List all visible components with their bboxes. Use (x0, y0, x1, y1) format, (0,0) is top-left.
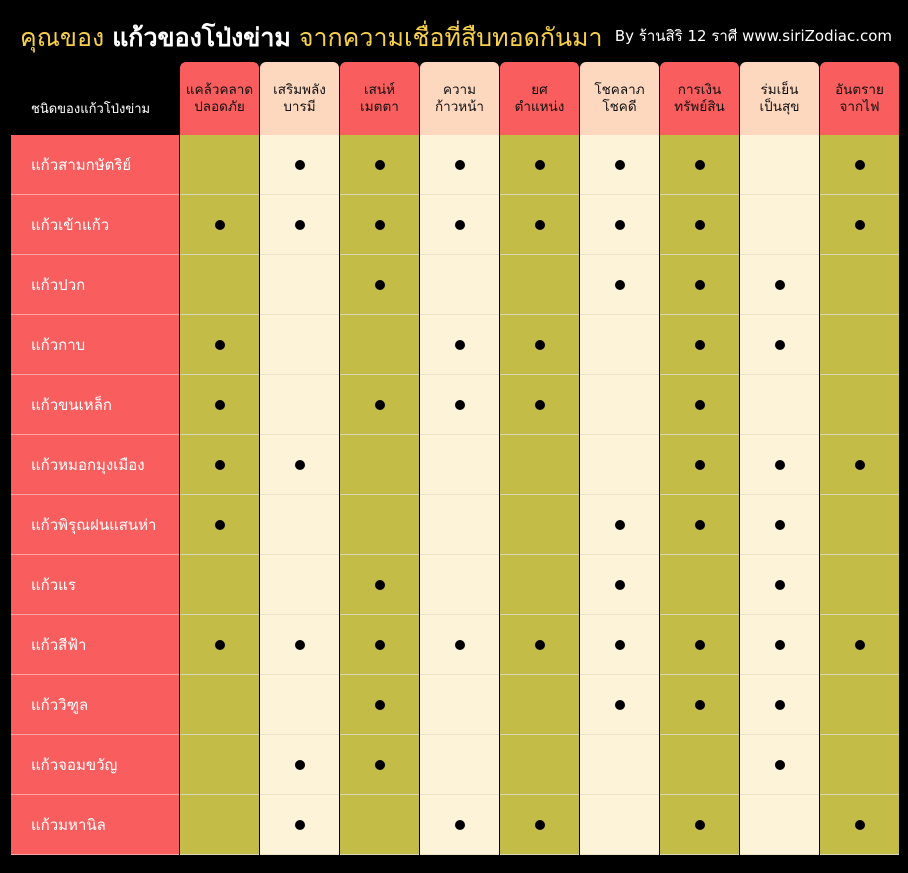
table-cell (820, 615, 899, 675)
dot-icon (775, 340, 785, 350)
table-cell (340, 315, 419, 375)
dot-icon (375, 700, 385, 710)
table-cell (820, 435, 899, 495)
dot-icon (775, 700, 785, 710)
column-header: ยศ ตำแหน่ง (500, 62, 579, 135)
dot-icon (695, 340, 705, 350)
table-cell (260, 795, 339, 855)
table-cell (420, 375, 499, 435)
table-cell (740, 495, 819, 555)
table-cell (740, 615, 819, 675)
table-cell (340, 495, 419, 555)
dot-icon (855, 220, 865, 230)
dot-icon (375, 160, 385, 170)
column-header: ร่มเย็น เป็นสุข (740, 62, 819, 135)
table-cell (660, 255, 739, 315)
table-cell (500, 555, 579, 615)
table-cell (340, 675, 419, 735)
dot-icon (855, 820, 865, 830)
table-cell (500, 795, 579, 855)
table-cell (180, 255, 259, 315)
table-cell (260, 375, 339, 435)
dot-icon (455, 640, 465, 650)
table-cell (180, 795, 259, 855)
dot-icon (295, 760, 305, 770)
table-cell (820, 375, 899, 435)
table-cell (420, 735, 499, 795)
page-title (20, 18, 603, 58)
table-cell (660, 555, 739, 615)
dot-icon (535, 640, 545, 650)
dot-icon (615, 520, 625, 530)
table-cell (180, 315, 259, 375)
dot-icon (375, 400, 385, 410)
table-cell (660, 735, 739, 795)
table-cell (340, 195, 419, 255)
title-part-1: คุณของ (20, 23, 105, 52)
table-cell (500, 315, 579, 375)
table-cell (420, 315, 499, 375)
table-cell (580, 735, 659, 795)
dot-icon (855, 160, 865, 170)
table-cell (260, 255, 339, 315)
dot-icon (615, 280, 625, 290)
table-cell (340, 135, 419, 195)
column-header: โชคลาภ โชคดี (580, 62, 659, 135)
table-cell (820, 795, 899, 855)
row-header: แก้วพิรุณฝนแสนห่า (11, 495, 179, 555)
table-cell (580, 555, 659, 615)
row-header: แก้วขนเหล็ก (11, 375, 179, 435)
dot-icon (215, 340, 225, 350)
table-cell (580, 615, 659, 675)
table-cell (740, 675, 819, 735)
credit-text: By ร้านสิริ 12 ราศี www.siriZodiac.com (614, 27, 892, 45)
dot-icon (775, 760, 785, 770)
column-header: การเงิน ทรัพย์สิน (660, 62, 739, 135)
table-cell (420, 255, 499, 315)
dot-icon (455, 160, 465, 170)
table-cell (660, 675, 739, 735)
table-cell (340, 375, 419, 435)
table-cell (260, 135, 339, 195)
dot-icon (775, 280, 785, 290)
table-cell (580, 675, 659, 735)
dot-icon (775, 580, 785, 590)
dot-icon (295, 640, 305, 650)
table-cell (340, 795, 419, 855)
table-cell (420, 675, 499, 735)
row-header: แก้วเข้าแก้ว (11, 195, 179, 255)
table-cell (340, 615, 419, 675)
table-cell (260, 315, 339, 375)
dot-icon (455, 340, 465, 350)
table-cell (340, 435, 419, 495)
title-part-2: แก้วของโป่งข่าม (112, 23, 291, 52)
table-cell (500, 675, 579, 735)
dot-icon (855, 640, 865, 650)
table-cell (660, 135, 739, 195)
dot-icon (375, 760, 385, 770)
table-cell (580, 135, 659, 195)
dot-icon (615, 160, 625, 170)
table-cell (260, 435, 339, 495)
dot-icon (375, 580, 385, 590)
table-cell (740, 135, 819, 195)
dot-icon (535, 340, 545, 350)
table-cell (340, 255, 419, 315)
table-cell (180, 555, 259, 615)
dot-icon (695, 460, 705, 470)
table-cell (260, 555, 339, 615)
table-cell (260, 615, 339, 675)
table-cell (660, 615, 739, 675)
table-cell (180, 195, 259, 255)
table-cell (180, 135, 259, 195)
table-cell (820, 495, 899, 555)
row-header: แก้วมหานิล (11, 795, 179, 855)
table-cell (820, 735, 899, 795)
column-header: อันตราย จากไฟ (820, 62, 899, 135)
dot-icon (615, 700, 625, 710)
dot-icon (375, 220, 385, 230)
table-cell (420, 135, 499, 195)
dot-icon (615, 580, 625, 590)
table-cell (180, 375, 259, 435)
column-header: เสริมพลัง บารมี (260, 62, 339, 135)
dot-icon (695, 700, 705, 710)
dot-icon (695, 640, 705, 650)
property-table (11, 62, 899, 855)
table-cell (500, 135, 579, 195)
table-cell (740, 195, 819, 255)
table-cell (260, 495, 339, 555)
column-header: แคล้วคลาด ปลอดภัย (180, 62, 259, 135)
table-cell (660, 315, 739, 375)
table-cell (500, 255, 579, 315)
row-header: แก้วหมอกมุงเมือง (11, 435, 179, 495)
table-cell (260, 195, 339, 255)
table-cell (740, 255, 819, 315)
table-cell (260, 675, 339, 735)
dot-icon (375, 280, 385, 290)
dot-icon (215, 400, 225, 410)
table-cell (580, 495, 659, 555)
table-cell (820, 555, 899, 615)
table-cell (420, 195, 499, 255)
table-cell (660, 375, 739, 435)
table-cell (340, 555, 419, 615)
row-header: แก้วแร (11, 555, 179, 615)
table-cell (420, 435, 499, 495)
table-cell (580, 195, 659, 255)
table-cell (420, 555, 499, 615)
table-cell (180, 735, 259, 795)
dot-icon (215, 520, 225, 530)
table-cell (660, 435, 739, 495)
table-cell (820, 255, 899, 315)
table-cell (180, 435, 259, 495)
table-cell (660, 795, 739, 855)
table-cell (740, 435, 819, 495)
dot-icon (695, 520, 705, 530)
table-cell (580, 315, 659, 375)
dot-icon (215, 640, 225, 650)
dot-icon (695, 280, 705, 290)
table-cell (180, 495, 259, 555)
table-cell (660, 495, 739, 555)
row-header: แก้วจอมขวัญ (11, 735, 179, 795)
table-cell (180, 675, 259, 735)
dot-icon (695, 160, 705, 170)
table-cell (580, 375, 659, 435)
table-cell (420, 795, 499, 855)
table-cell (740, 555, 819, 615)
row-header: แก้ววิฑูล (11, 675, 179, 735)
dot-icon (295, 220, 305, 230)
table-cell (180, 615, 259, 675)
row-header: แก้วสีฟ้า (11, 615, 179, 675)
dot-icon (695, 400, 705, 410)
dot-icon (775, 460, 785, 470)
table-cell (740, 315, 819, 375)
dot-icon (295, 820, 305, 830)
row-header: แก้วสามกษัตริย์ (11, 135, 179, 195)
dot-icon (295, 160, 305, 170)
table-cell (500, 615, 579, 675)
dot-icon (695, 220, 705, 230)
dot-icon (615, 220, 625, 230)
table-cell (740, 375, 819, 435)
dot-icon (695, 820, 705, 830)
dot-icon (615, 640, 625, 650)
row-header: แก้วปวก (11, 255, 179, 315)
dot-icon (775, 640, 785, 650)
table-cell (580, 795, 659, 855)
column-header: เสน่ห์ เมตตา (340, 62, 419, 135)
dot-icon (775, 520, 785, 530)
dot-icon (535, 820, 545, 830)
table-cell (580, 255, 659, 315)
table-cell (500, 495, 579, 555)
dot-icon (535, 220, 545, 230)
corner-label: ชนิดของแก้วโป่งข่าม (31, 102, 151, 117)
dot-icon (455, 400, 465, 410)
table-cell (580, 435, 659, 495)
table-cell (500, 195, 579, 255)
dot-icon (855, 460, 865, 470)
table-cell (420, 615, 499, 675)
title-part-3: จากความเชื่อที่สืบทอดกันมา (298, 23, 603, 52)
dot-icon (215, 220, 225, 230)
table-cell (500, 375, 579, 435)
table-cell (660, 195, 739, 255)
dot-icon (375, 640, 385, 650)
table-cell (500, 435, 579, 495)
table-cell (820, 675, 899, 735)
dot-icon (535, 400, 545, 410)
table-cell (260, 735, 339, 795)
table-cell (820, 135, 899, 195)
column-header: ความ ก้าวหน้า (420, 62, 499, 135)
dot-icon (455, 820, 465, 830)
table-cell (420, 495, 499, 555)
table-cell (820, 195, 899, 255)
dot-icon (295, 460, 305, 470)
table-cell (500, 735, 579, 795)
dot-icon (455, 220, 465, 230)
dot-icon (215, 460, 225, 470)
dot-icon (535, 160, 545, 170)
table-cell (340, 735, 419, 795)
table-cell (740, 735, 819, 795)
row-header: แก้วกาบ (11, 315, 179, 375)
table-cell (740, 795, 819, 855)
table-cell (820, 315, 899, 375)
